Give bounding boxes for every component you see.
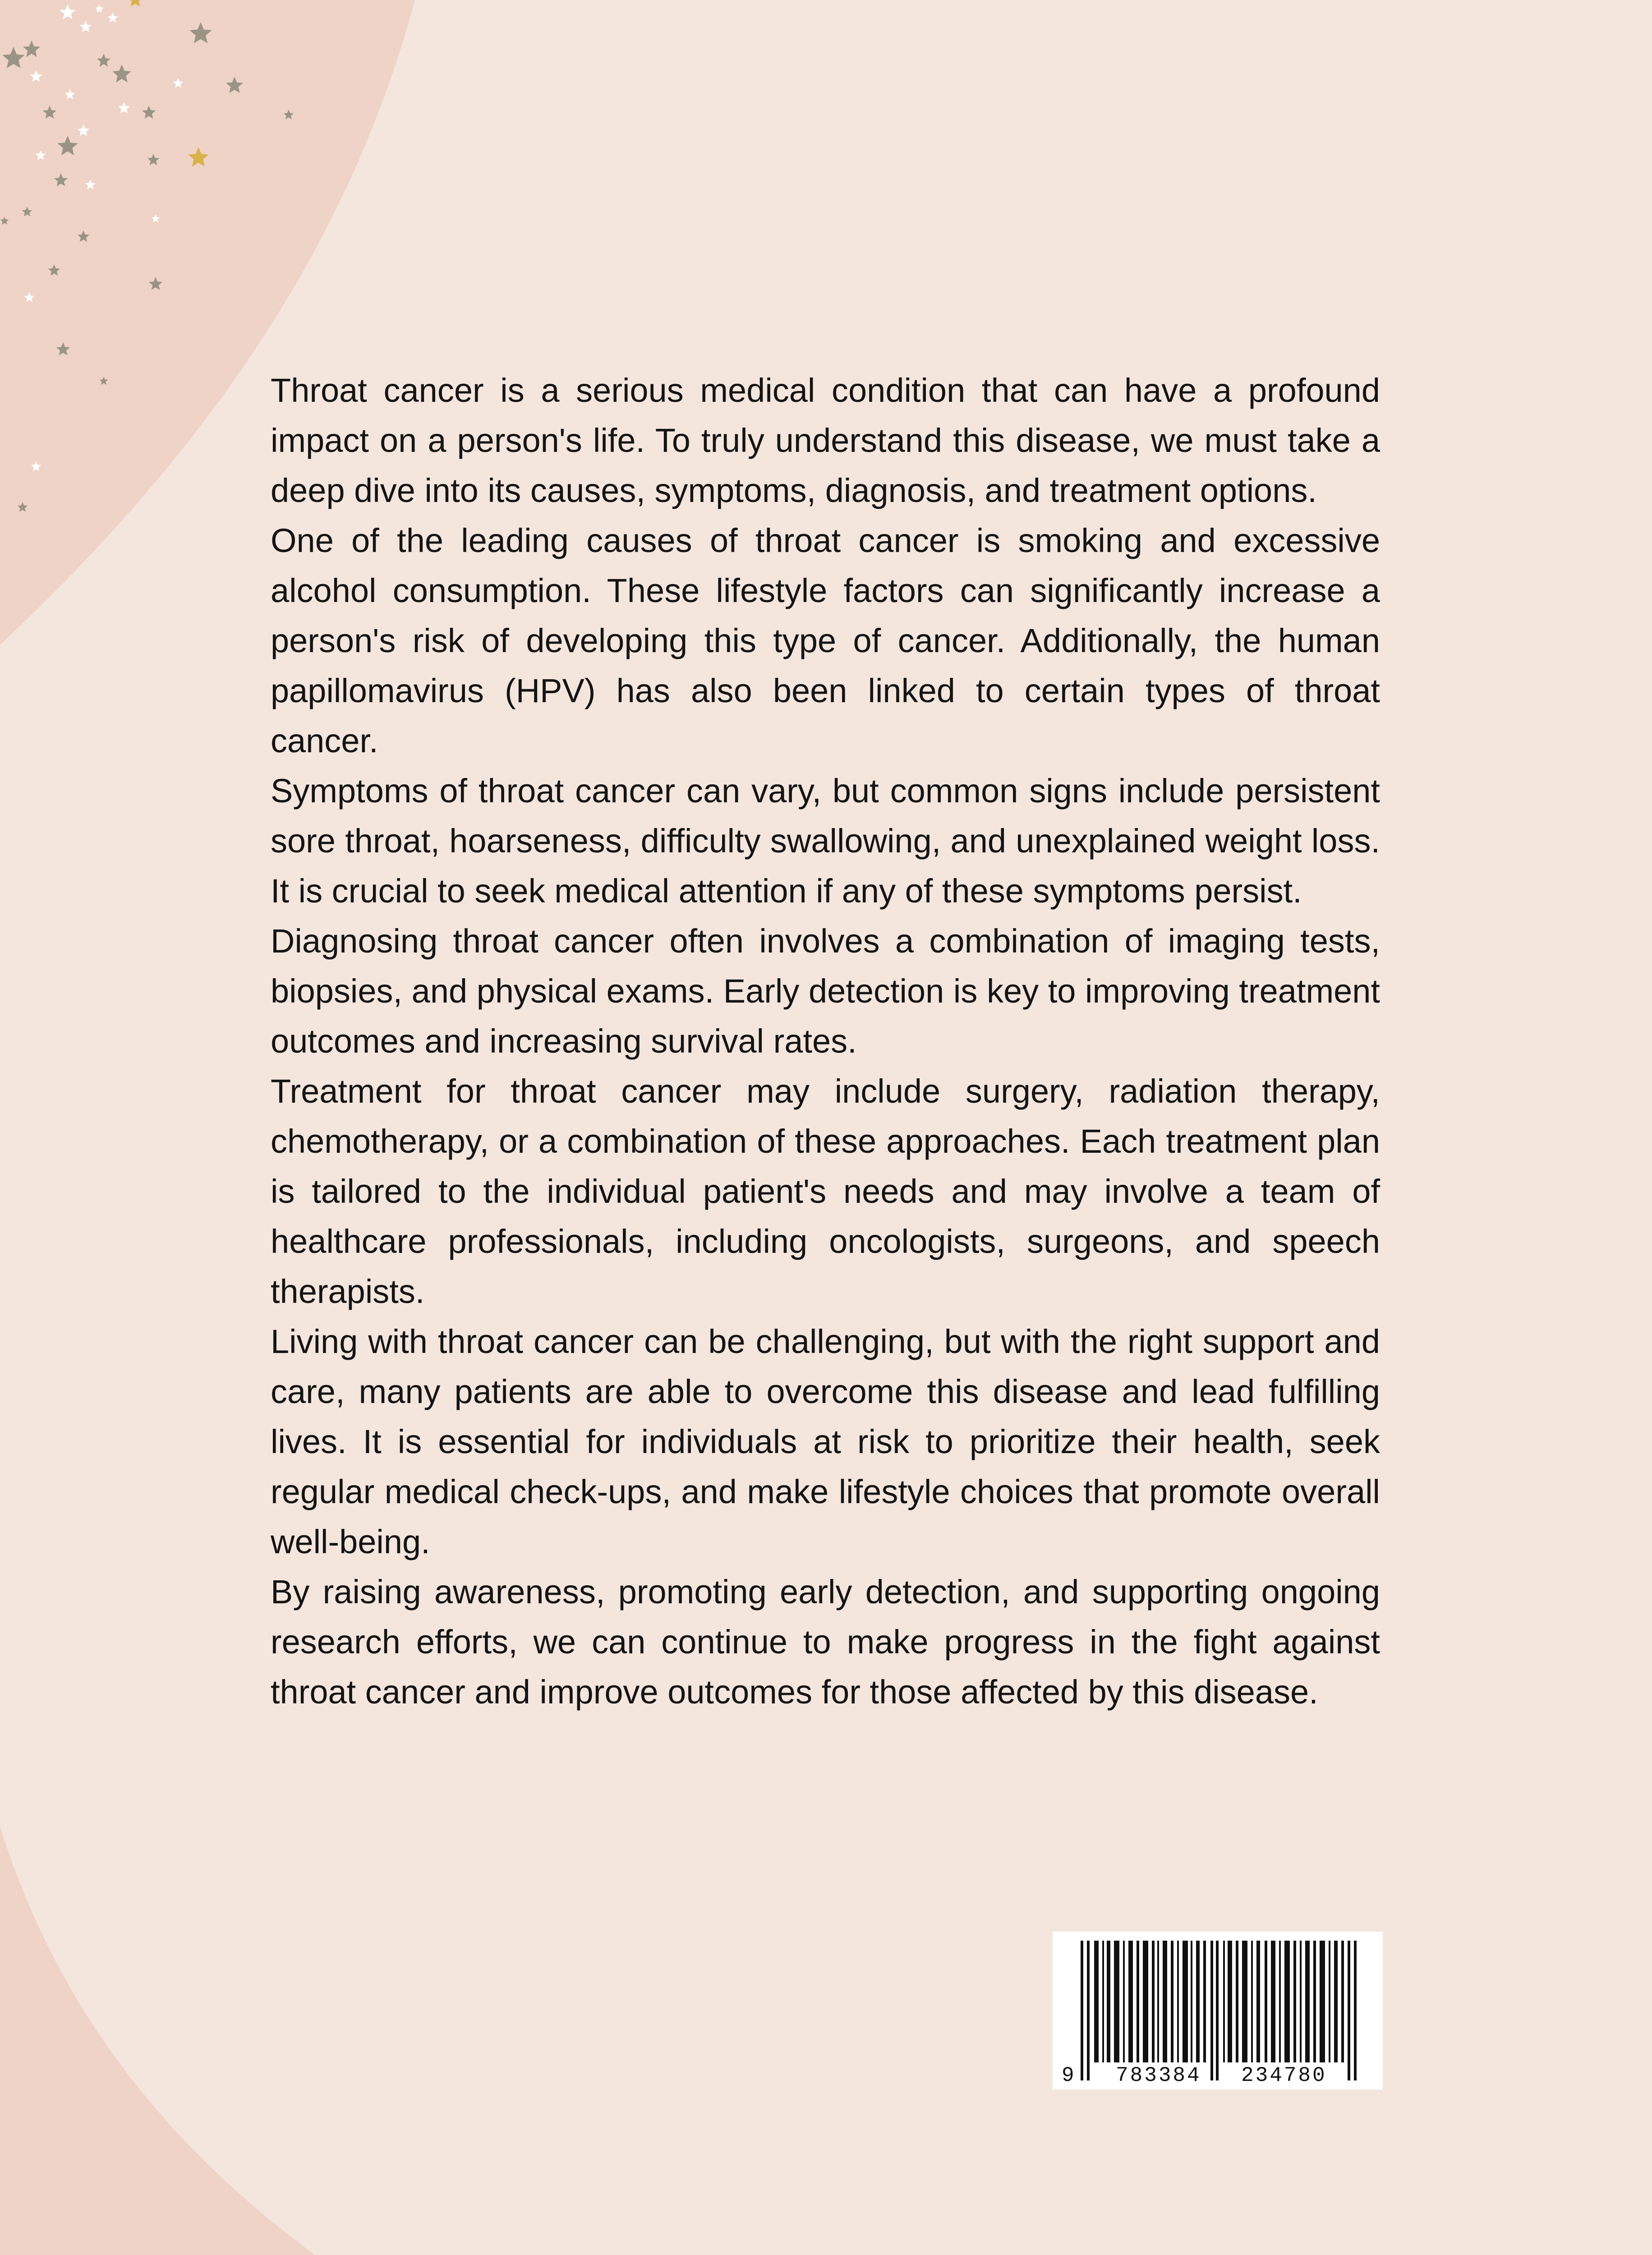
barcode-bar bbox=[1223, 1941, 1225, 2062]
barcode-bar bbox=[1128, 1941, 1133, 2062]
barcode-bar bbox=[1102, 1941, 1104, 2062]
barcode-bar bbox=[1157, 1941, 1159, 2062]
barcode-bar bbox=[1081, 1941, 1083, 2080]
isbn-barcode bbox=[1053, 1932, 1383, 2089]
paragraph-4: Diagnosing throat cancer often involves a combination of imaging tests, biopsies, and physical exams. Early detection is key to improving treatment outcomes and increasing survival rates. bbox=[271, 922, 1380, 1060]
barcode-bar bbox=[1341, 1941, 1344, 2062]
barcode-bar bbox=[1143, 1941, 1148, 2062]
barcode-bar bbox=[1242, 1941, 1247, 2062]
barcode-bar bbox=[1354, 1941, 1357, 2080]
barcode-bar bbox=[1236, 1941, 1238, 2062]
barcode-bar bbox=[1183, 1941, 1188, 2062]
barcode-bar bbox=[1152, 1941, 1155, 2062]
barcode-bars bbox=[1053, 1932, 1383, 2089]
barcode-bar bbox=[1228, 1941, 1232, 2062]
barcode-bar bbox=[1191, 1941, 1192, 2062]
barcode-bar bbox=[1107, 1941, 1110, 2062]
barcode-bar bbox=[1114, 1941, 1119, 2062]
barcode-bar bbox=[1279, 1941, 1281, 2062]
barcode-bar bbox=[1094, 1941, 1099, 2062]
paragraph-1: Throat cancer is a serious medical condition that can have a profound impact on a person's life. To truly understand this disease, we must take a deep dive into its causes, symptoms, diagnosis, and treatment options. bbox=[271, 372, 1380, 509]
barcode-bar bbox=[1196, 1941, 1200, 2062]
barcode-bar bbox=[1300, 1941, 1302, 2062]
barcode-bar bbox=[1256, 1941, 1260, 2062]
back-cover-text bbox=[271, 365, 1380, 1717]
barcode-bar bbox=[1177, 1941, 1179, 2062]
barcode-bar bbox=[1251, 1941, 1253, 2062]
barcode-bar bbox=[1087, 1941, 1090, 2080]
barcode-right-digits: 234780 bbox=[1241, 2064, 1327, 2087]
barcode-bar bbox=[1293, 1941, 1296, 2062]
barcode-bar bbox=[1265, 1941, 1267, 2062]
barcode-bar bbox=[1305, 1941, 1310, 2062]
barcode-bar bbox=[1163, 1941, 1167, 2062]
barcode-bar bbox=[1329, 1941, 1330, 2062]
barcode-bar bbox=[1216, 1941, 1219, 2080]
paragraph-7: By raising awareness, promoting early detection, and supporting ongoing research efforts, we can continue to make progress in the fight against throat cancer and improve outcomes for those affected by this disease. bbox=[271, 1573, 1380, 1711]
paragraph-6: Living with throat cancer can be challenging, but with the right support and care, many patients are able to overcome this disease and lead fulfilling lives. It is essential for individuals at risk to prioritize their health, seek regular medical check-ups, and make lifestyle choices that promote overall well-being. bbox=[271, 1323, 1380, 1560]
barcode-bar bbox=[1348, 1941, 1350, 2080]
barcode-bar bbox=[1313, 1941, 1316, 2062]
barcode-bar bbox=[1137, 1941, 1139, 2062]
barcode-bar bbox=[1203, 1941, 1206, 2062]
barcode-bar bbox=[1334, 1941, 1338, 2062]
paragraph-2: One of the leading causes of throat cancer is smoking and excessive alcohol consumption. These lifestyle factors can significantly increase a person's risk of developing this type of cancer. Additionally, the human papillomavirus (HPV) has also been linked to certain types of throat cancer. bbox=[271, 522, 1380, 759]
barcode-bar bbox=[1210, 1941, 1213, 2080]
barcode-left-digits: 783384 bbox=[1116, 2064, 1201, 2087]
barcode-bar bbox=[1271, 1941, 1275, 2062]
barcode-bar bbox=[1171, 1941, 1173, 2062]
barcode-prefix-digit: 9 bbox=[1062, 2064, 1076, 2087]
barcode-bar bbox=[1284, 1941, 1290, 2062]
barcode-bar bbox=[1320, 1941, 1325, 2062]
bottom-left-blob bbox=[0, 1827, 789, 2255]
paragraph-3: Symptoms of throat cancer can vary, but common signs include persistent sore throat, hoarseness, difficulty swallowing, and unexplained weight loss. It is crucial to seek medical attention if any of these symptoms persist. bbox=[271, 772, 1380, 910]
barcode-bar bbox=[1123, 1941, 1125, 2062]
paragraph-5: Treatment for throat cancer may include surgery, radiation therapy, chemotherapy, or a combination of these approaches. Each treatment plan is tailored to the individual patient's needs and may involve a team of healthcare professionals, including oncologists, surgeons, and speech therapists. bbox=[271, 1072, 1380, 1310]
